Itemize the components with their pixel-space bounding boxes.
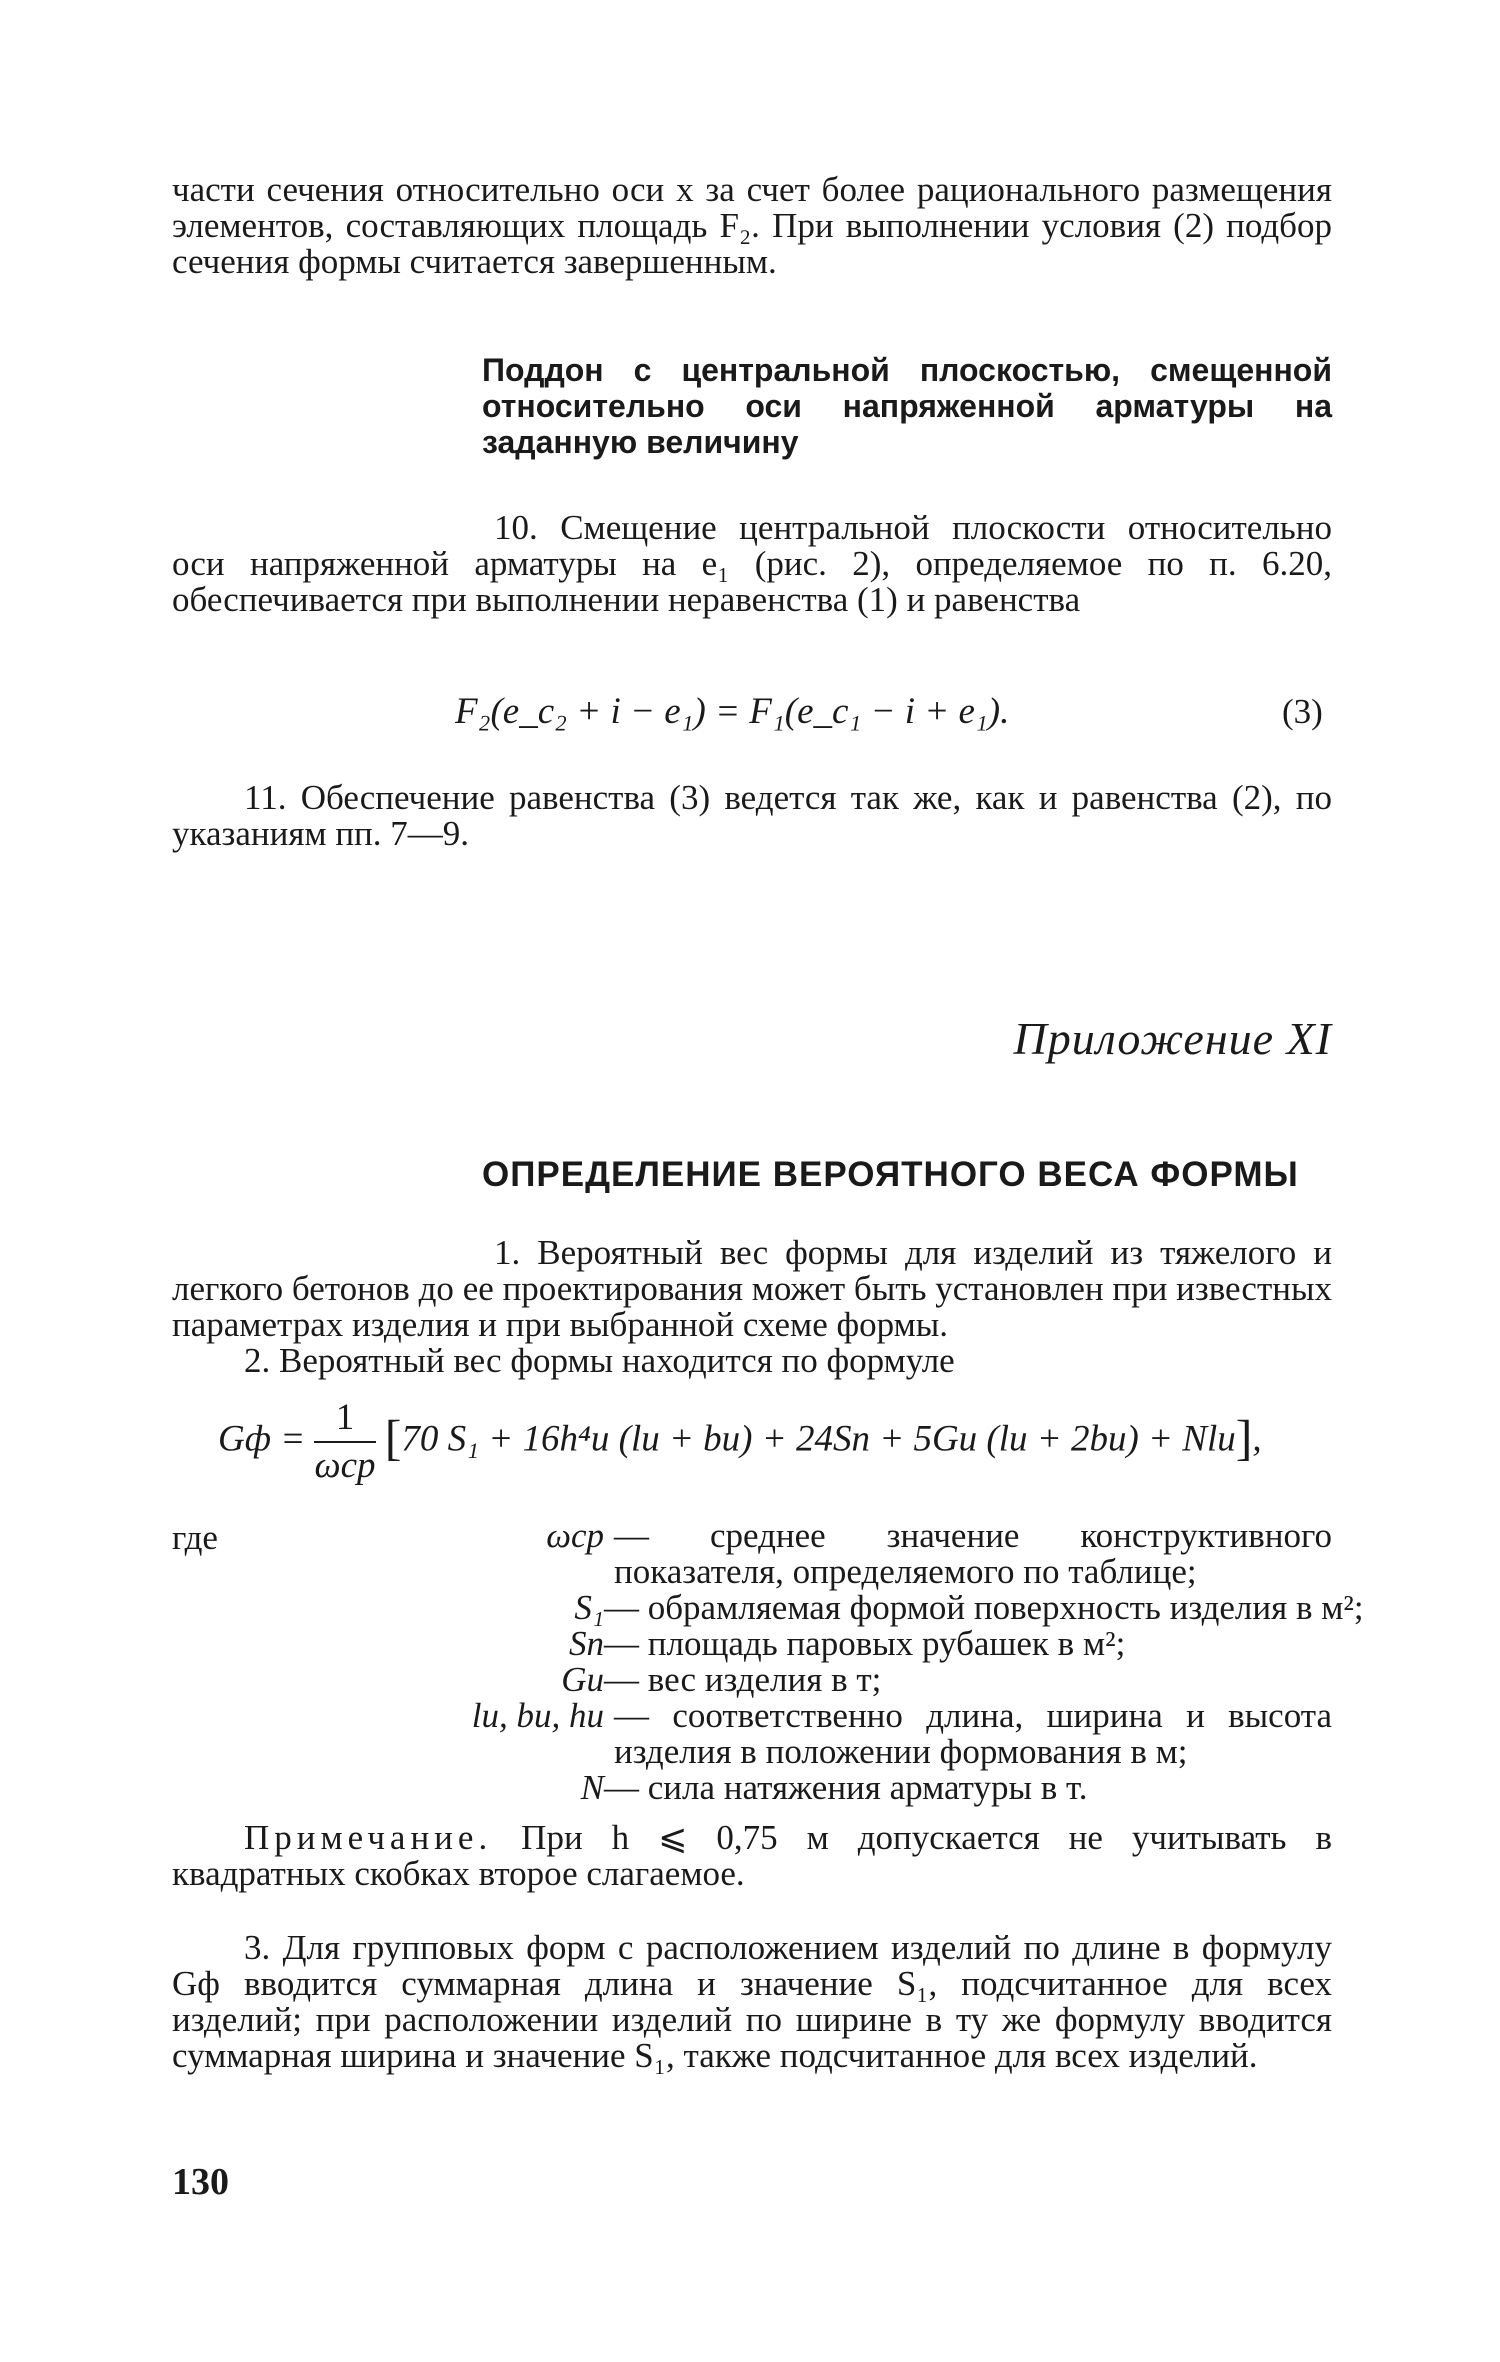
note-text: При h ⩽ 0,75 м допускается не учитывать в квадратных скобках второе слагаемое. <box>172 1818 1332 1893</box>
equation-number: (3) <box>1282 692 1323 731</box>
appendix-heading: ОПРЕДЕЛЕНИЕ ВЕРОЯТНОГО ВЕСА ФОРМЫ <box>482 1155 1299 1194</box>
formula-tail: , <box>1252 1418 1262 1460</box>
definition-row <box>172 1516 1332 1591</box>
definition-text: — площадь паровых рубашек в м²; <box>604 1624 1126 1663</box>
definition-spacer <box>172 1554 1332 1590</box>
paragraph-text: части сечения относительно оси x за счет более рационального размещения элементов, составляющих площадь F₂. При выполнении условия (2) подбор сечения формы считается завершенным. <box>172 170 1332 281</box>
fraction-denominator: ωср <box>314 1445 376 1486</box>
definition-text: — обрамляемая формой поверхность изделия в м²; <box>604 1588 1364 1627</box>
definition-symbol: Sп <box>569 1624 604 1663</box>
definition-symbol: S₁ <box>574 1588 604 1627</box>
definition-symbol: ωср <box>546 1516 604 1555</box>
paragraph-text: 1. Вероятный вес формы для изделий из тяжелого и легкого бетонов до ее проектирования может быть установлен при известных параметрах изделия и при выбранной схеме формы. <box>172 1233 1332 1344</box>
note <box>172 1820 1332 1892</box>
section-subheading: Поддон с центральной плоскостью, смещенной относительно оси напряженной арматуры на заданную величину <box>482 352 1332 460</box>
definition-list <box>172 1516 1364 1807</box>
paragraph-text: 10. Смещение центральной плоскости относительно оси напряженной арматуры на e₁ (рис. 2), определяемое по п. 6.20, обеспечивается при выполнении неравенства (1) и равенства <box>172 508 1332 619</box>
equation-3: F₂(e_c₂ + i − e₁) = F₁(e_c₁ − i + e₁). <box>455 691 1010 732</box>
page-number: 130 <box>172 2161 229 2203</box>
formula-lhs: Gф = <box>218 1418 306 1460</box>
fraction-numerator: 1 <box>314 1395 375 1443</box>
definition-text: — соответственно длина, ширина и высота изделия в положении формования в м; <box>614 1696 1332 1771</box>
definition-symbol: lи, bи, hи <box>471 1696 604 1735</box>
paragraph-11 <box>172 780 1332 852</box>
paragraph-text: 2. Вероятный вес формы находится по формуле <box>244 1341 955 1380</box>
where-label: где <box>172 1518 218 1557</box>
formula-body: 70 S₁ + 16h⁴и (lи + bи) + 24Sп + 5Gи (lи + 2bи) + Nlи <box>401 1418 1236 1460</box>
definition-symbol: N <box>580 1768 604 1807</box>
main-formula <box>218 1395 1262 1489</box>
paragraph-text: 3. Для групповых форм с расположением изделий по длине в формулу Gф вводится суммарная длина и значение S₁, подсчитанное для всех изделий; при расположении изделий по ширине в ту же формулу вводится суммарная ширина и значение S₁, также подсчитанное для всех изделий. <box>172 1928 1332 2075</box>
paragraph-top <box>172 172 1332 280</box>
note-label: Примечание. <box>244 1818 493 1857</box>
paragraph-10 <box>172 510 1332 618</box>
bracket-close: ] <box>1235 1409 1253 1466</box>
definition-text: — вес изделия в т; <box>604 1660 882 1699</box>
definition-row <box>172 1588 1364 1627</box>
formula-fraction <box>314 1395 375 1489</box>
bracket-open: [ <box>384 1409 402 1466</box>
definition-text: — сила натяжения арматуры в т. <box>604 1768 1088 1807</box>
paragraph-3 <box>172 1930 1332 2074</box>
definition-row <box>172 1698 1332 1770</box>
definition-row <box>172 1662 1332 1698</box>
paragraph-2 <box>172 1343 1332 1379</box>
paragraph-1 <box>172 1235 1332 1343</box>
definition-text: — среднее значение конструктивного показателя, определяемого по таблице; <box>614 1516 1332 1591</box>
paragraph-text: 11. Обеспечение равенства (3) ведется так же, как и равенства (2), по указаниям пп. 7—9. <box>172 778 1332 853</box>
appendix-label: Приложение XI <box>1013 1013 1332 1064</box>
definition-row <box>172 1770 1332 1806</box>
definition-row <box>172 1626 1332 1662</box>
note-paragraph <box>172 1820 1332 1892</box>
definition-symbol: Gи <box>561 1660 604 1699</box>
